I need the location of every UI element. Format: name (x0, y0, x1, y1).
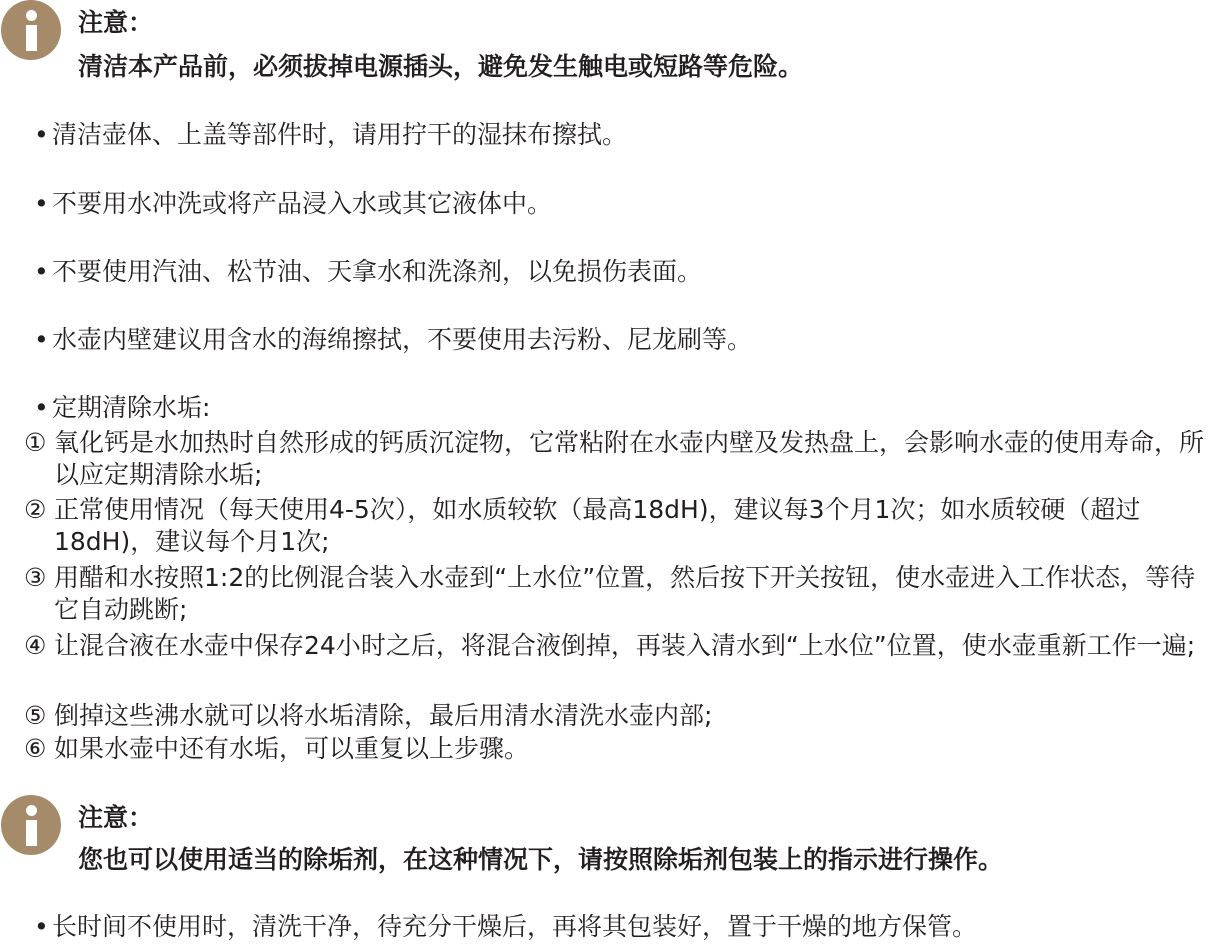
step-item (24, 427, 1220, 491)
step-text: 让混合液在水壶中保存24小时之后，将混合液倒掉，再装入清水到“上水位”位置，使水壶重新工作一遍; (54, 631, 1196, 660)
step-number: ③ (24, 563, 47, 592)
bullet-text: 清洁壶体、上盖等部件时，请用拧干的湿抹布擦拭。 (52, 120, 628, 149)
step-item (24, 700, 1220, 732)
bullet-text: 长时间不使用时，清洗干净，待充分干燥后，再将其包装好，置于干燥的地方保管。 (52, 912, 978, 941)
info-icon (1, 795, 61, 855)
bullet-text: 不要用水冲洗或将产品浸入水或其它液体中。 (52, 189, 553, 218)
step-text: 用醋和水按照1:2的比例混合装入水壶到“上水位”位置，然后按下开关按钮，使水壶进入工作状态，等待它自动跳断; (54, 563, 1196, 624)
bullet-mark: • (34, 257, 49, 286)
bullet-item (34, 257, 702, 287)
bullet-item (34, 189, 552, 219)
bullet-item (34, 912, 977, 942)
notice-title: 注意： (78, 8, 154, 37)
bullet-mark: • (34, 393, 49, 422)
step-item (24, 562, 1220, 626)
bullet-mark: • (34, 325, 49, 354)
bullet-text: 定期清除水垢: (52, 393, 211, 422)
step-text: 正常使用情况（每天使用4-5次），如水质较软（最高18dH)，建议每3个月1次；如水质较硬（超过18dH)，建议每个月1次; (54, 495, 1141, 556)
step-text: 如果水壶中还有水垢，可以重复以上步骤。 (54, 734, 530, 763)
step-number: ① (24, 428, 47, 457)
bullet-mark: • (34, 189, 49, 218)
step-item (24, 733, 1220, 765)
bullet-mark: • (34, 120, 49, 149)
bullet-item (34, 393, 210, 423)
bullet-item (34, 325, 752, 355)
step-number: ② (24, 495, 47, 524)
step-item (24, 494, 1220, 558)
step-number: ⑤ (24, 701, 47, 730)
step-number: ④ (24, 631, 47, 660)
step-text: 氧化钙是水加热时自然形成的钙质沉淀物，它常粘附在水壶内壁及发热盘上，会影响水壶的使用寿命，所以应定期清除水垢; (54, 428, 1205, 489)
step-text: 倒掉这些沸水就可以将水垢清除，最后用清水清洗水壶内部; (54, 701, 713, 730)
notice-text: 清洁本产品前，必须拔掉电源插头，避免发生触电或短路等危险。 (78, 52, 804, 81)
bullet-text: 水壶内壁建议用含水的海绵擦拭，不要使用去污粉、尼龙刷等。 (52, 325, 753, 354)
notice-title: 注意： (78, 803, 154, 832)
bullet-text: 不要使用汽油、松节油、天拿水和洗涤剂，以免损伤表面。 (52, 257, 703, 286)
step-item (24, 630, 1220, 662)
info-icon (1, 0, 61, 60)
bullet-item (34, 120, 627, 150)
notice-text: 您也可以使用适当的除垢剂，在这种情况下，请按照除垢剂包装上的指示进行操作。 (78, 845, 1004, 874)
step-number: ⑥ (24, 734, 47, 763)
bullet-mark: • (34, 912, 49, 941)
